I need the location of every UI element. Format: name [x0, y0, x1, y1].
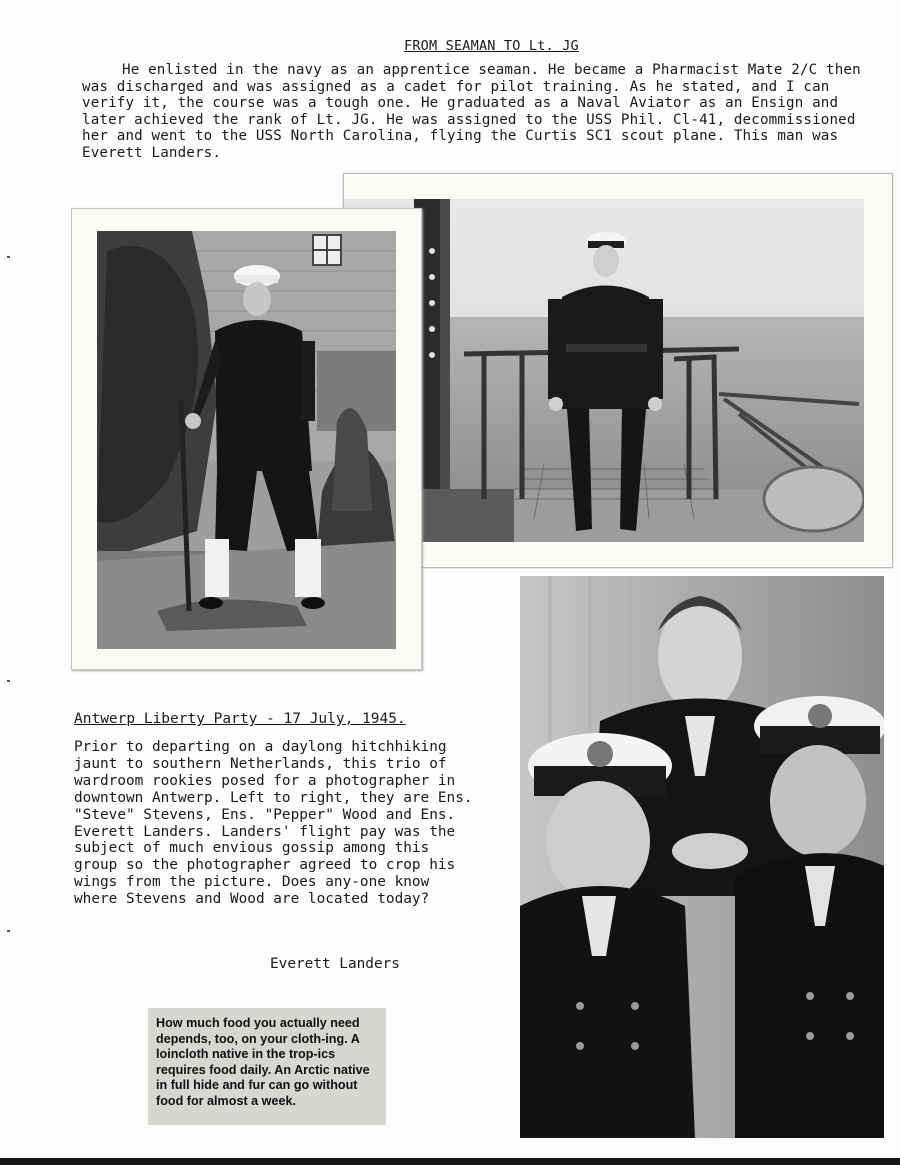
margin-mark: [7, 930, 10, 932]
margin-mark: [7, 256, 10, 258]
three-officers-portrait-photo: [520, 576, 884, 1138]
food-clipping: [148, 1008, 386, 1125]
article-heading: FROM SEAMAN TO Lt. JG: [404, 38, 579, 54]
sailor-with-rifle-photo: [97, 231, 396, 649]
trio-photo: [520, 576, 884, 1138]
deck-photo: [343, 173, 893, 568]
caption-title: Antwerp Liberty Party - 17 July, 1945.: [74, 711, 406, 727]
seaman-photo: [71, 208, 422, 670]
clipping-text: How much food you actually need depends, too, on your cloth-ing. A loincloth native in the trop-ics requires food daily. An Arctic native in full hide and fur can go without food for almost a week.: [156, 1016, 370, 1108]
article-intro: He enlisted in the navy as an apprentice seaman. He became a Pharmacist Mate 2/C then was discharged and was assigned as a cadet for pilot training. As he stated, and I can verify it, the course was a tough one. He graduated as a Naval Aviator as an Ensign and later achieved the rank of Lt. JG. He was assigned to the USS Phil. Cl-41, decommissioned her and went to the USS North Carolina, flying the Curtis SC1 scout plane. This man was Everett Landers.: [82, 62, 861, 161]
margin-mark: [7, 680, 10, 682]
bottom-border: [0, 1158, 900, 1165]
signature: Everett Landers: [270, 956, 400, 972]
caption-body: Prior to departing on a daylong hitchhiking jaunt to southern Netherlands, this trio of wardroom rookies posed for a photographer in downtown Antwerp. Left to right, they are Ens. "Steve" Stevens, Ens. "Pepper" Wood and Ens. Everett Landers. Landers' flight pay was the subject of much envious gossip among this group so the photographer agreed to crop his wings from the picture. Does any-one know where Stevens and Wood are located today?: [74, 739, 473, 908]
officer-on-ship-deck-photo: [344, 199, 864, 542]
